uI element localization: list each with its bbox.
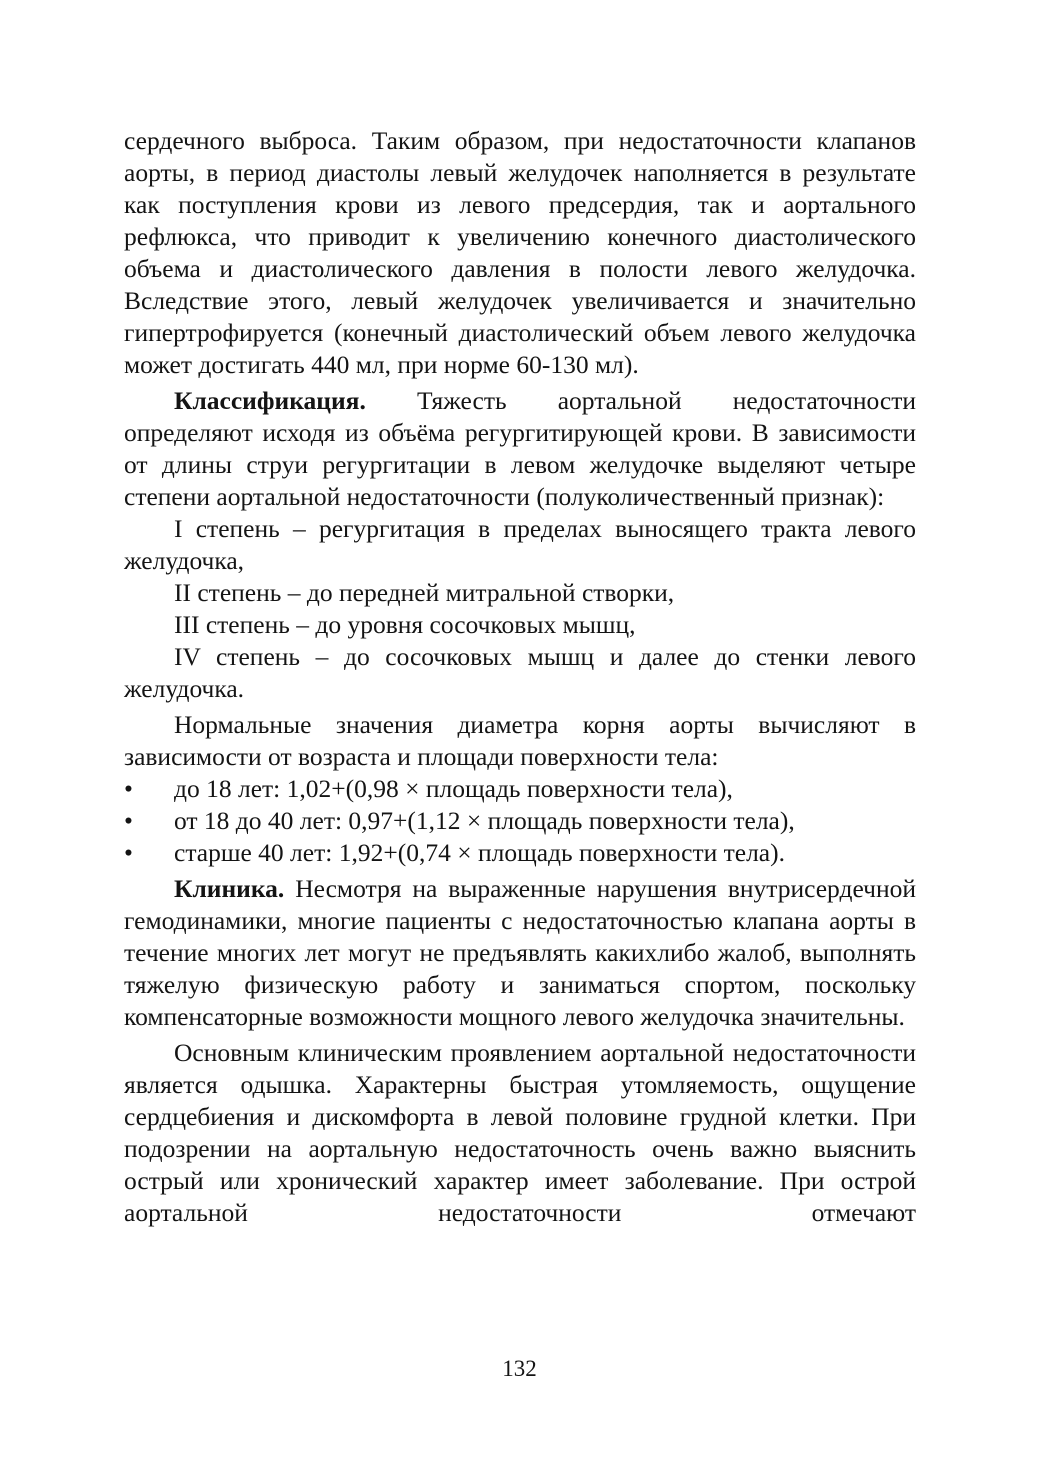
page-body: [124, 125, 916, 1229]
paragraph-symptoms: Основным клиническим проявлением аортальной недостаточности является одышка. Характерны быстрая утомляемость, ощущение сердцебиения и дискомфорта в левой половине грудной клетки. При подозрении на аортальную недостаточность очень важно выяснить острый или хронический характер имеет заболевание. При острой аортальной недостаточности отмечают: [124, 1038, 916, 1227]
degree-2: II степень – до передней митральной створки,: [174, 578, 675, 607]
degree-4: IV степень – до сосочковых мышц и далее до стенки левого желудочка.: [124, 642, 916, 703]
paragraph-aortic-root: Нормальные значения диаметра корня аорты вычисляют в зависимости от возраста и площади поверхности тела:: [124, 710, 916, 771]
degree-1: I степень – регургитация в пределах выносящего тракта левого желудочка,: [124, 514, 916, 575]
page-number: 132: [502, 1356, 537, 1381]
list-item: [124, 773, 916, 805]
classification-text: Тяжесть аортальной недостаточности определяют исходя из объёма регургитирующей крови. В зависимости от длины струи регургитации в левом желудочке выделяют четыре степени аортальной недостаточности (полуколичественный признак):: [124, 386, 916, 511]
bullet-marker: •: [124, 806, 133, 835]
paragraph-cardiac-output: сердечного выброса. Таким образом, при недостаточности клапанов аорты, в период диастолы левый желудочек наполняется в результате как поступления крови из левого предсердия, так и аортального рефлюкса, что приводит к увеличению конечного диастолического объема и диастолического давления в полости левого желудочка. Вследствие этого, левый желудочек увеличивается и значительно гипертрофируется (конечный диастолический объем левого желудочка может достигать 440 мл, при норме 60-130 мл).: [124, 126, 916, 379]
aortic-root-formula-list: [124, 773, 916, 869]
list-item-text: старше 40 лет: 1,92+(0,74 × площадь поверхности тела).: [174, 838, 785, 867]
clinic-heading: Клиника.: [174, 874, 285, 903]
bullet-marker: •: [124, 774, 133, 803]
degree-3: III степень – до уровня сосочковых мышц,: [174, 610, 636, 639]
list-item-text: до 18 лет: 1,02+(0,98 × площадь поверхности тела),: [174, 774, 733, 803]
bullet-marker: •: [124, 838, 133, 867]
paragraph-classification: [124, 385, 916, 513]
list-item: [124, 837, 916, 869]
paragraph-clinic: [124, 873, 916, 1033]
classification-heading: Классификация.: [174, 386, 366, 415]
list-item: [124, 805, 916, 837]
clinic-text: Несмотря на выраженные нарушения внутрисердечной гемодинамики, многие пациенты с недостаточностью клапана аорты в течение многих лет могут не предъявлять какихлибо жалоб, выполнять тяжелую физическую работу и заниматься спортом, поскольку компенсаторные возможности мощного левого желудочка значительны.: [124, 874, 916, 1031]
list-item-text: от 18 до 40 лет: 0,97+(1,12 × площадь поверхности тела),: [174, 806, 795, 835]
